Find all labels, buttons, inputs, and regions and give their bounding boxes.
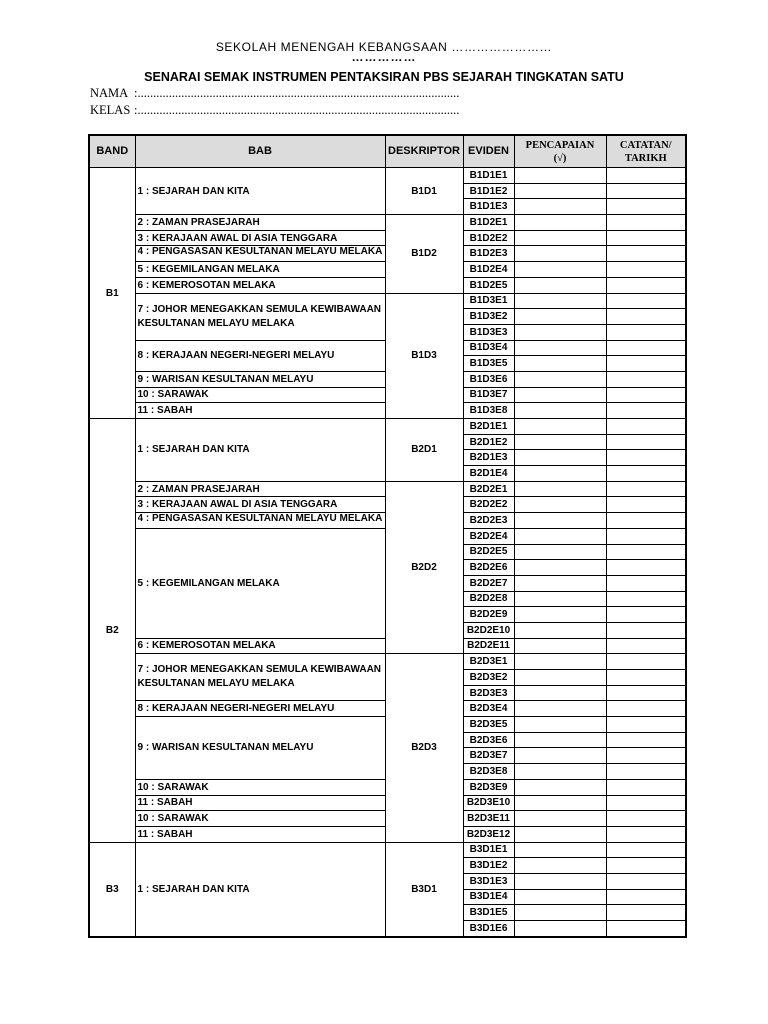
pencapaian-cell[interactable] (514, 889, 606, 905)
catatan-cell[interactable] (606, 764, 686, 780)
catatan-cell[interactable] (606, 921, 686, 937)
catatan-cell[interactable] (606, 199, 686, 215)
pencapaian-cell[interactable] (514, 340, 606, 356)
nama-field[interactable] (90, 86, 459, 101)
pencapaian-cell[interactable] (514, 434, 606, 450)
pencapaian-cell[interactable] (514, 779, 606, 795)
eviden-cell: B2D1E3 (463, 450, 514, 466)
pencapaian-cell[interactable] (514, 324, 606, 340)
eviden-cell: B2D3E4 (463, 701, 514, 717)
pencapaian-cell[interactable] (514, 811, 606, 827)
pencapaian-cell[interactable] (514, 293, 606, 309)
bab-clipped-text: 4 : PENGASASAN KESULTANAN MELAYU MELAKA (137, 512, 383, 524)
pencapaian-cell[interactable] (514, 230, 606, 246)
catatan-cell[interactable] (606, 826, 686, 842)
col-band: BAND (89, 135, 135, 168)
catatan-cell[interactable] (606, 795, 686, 811)
catatan-cell[interactable] (606, 622, 686, 638)
deskriptor-cell: B1D1 (385, 168, 463, 215)
catatan-cell[interactable] (606, 513, 686, 529)
catatan-cell[interactable] (606, 575, 686, 591)
pencapaian-cell[interactable] (514, 403, 606, 419)
catatan-cell[interactable] (606, 340, 686, 356)
catatan-cell[interactable] (606, 293, 686, 309)
bab-cell: 9 : WARISAN KESULTANAN MELAYU (135, 371, 385, 387)
table-row (89, 215, 686, 231)
catatan-cell[interactable] (606, 277, 686, 293)
pencapaian-cell[interactable] (514, 387, 606, 403)
catatan-cell[interactable] (606, 183, 686, 199)
eviden-cell: B2D1E4 (463, 466, 514, 482)
catatan-cell[interactable] (606, 685, 686, 701)
catatan-cell[interactable] (606, 858, 686, 874)
eviden-cell: B1D1E1 (463, 168, 514, 184)
table-row (89, 842, 686, 858)
checklist-table (88, 134, 687, 938)
nama-value[interactable]: :....................................................................................................... (134, 86, 460, 100)
catatan-cell[interactable] (606, 591, 686, 607)
pencapaian-cell[interactable] (514, 371, 606, 387)
eviden-cell: B2D3E9 (463, 779, 514, 795)
eviden-cell: B1D3E4 (463, 340, 514, 356)
eviden-cell: B1D1E3 (463, 199, 514, 215)
col-catatan (606, 135, 686, 168)
eviden-cell: B1D2E1 (463, 215, 514, 231)
catatan-cell[interactable] (606, 387, 686, 403)
catatan-cell[interactable] (606, 309, 686, 325)
deskriptor-cell: B2D2 (385, 481, 463, 654)
bab-cell: 7 : JOHOR MENEGAKKAN SEMULA KEWIBAWAAN KESULTANAN MELAYU MELAKA (135, 654, 385, 701)
pencapaian-cell[interactable] (514, 450, 606, 466)
catatan-cell[interactable] (606, 654, 686, 670)
pencapaian-cell[interactable] (514, 701, 606, 717)
deskriptor-cell: B2D3 (385, 654, 463, 842)
pencapaian-cell[interactable] (514, 607, 606, 623)
catatan-cell[interactable] (606, 732, 686, 748)
bab-cell: 5 : KEGEMILANGAN MELAKA (135, 262, 385, 278)
eviden-cell: B3D1E2 (463, 858, 514, 874)
bab-cell: 8 : KERAJAAN NEGERI-NEGERI MELAYU (135, 701, 385, 717)
eviden-cell: B1D3E5 (463, 356, 514, 372)
pencapaian-cell[interactable] (514, 513, 606, 529)
bab-cell: 8 : KERAJAAN NEGERI-NEGERI MELAYU (135, 340, 385, 371)
eviden-cell: B1D3E8 (463, 403, 514, 419)
pencapaian-cell[interactable] (514, 732, 606, 748)
bab-cell: 2 : ZAMAN PRASEJARAH (135, 215, 385, 231)
pencapaian-cell[interactable] (514, 921, 606, 937)
pencapaian-cell[interactable] (514, 685, 606, 701)
bab-cell: 1 : SEJARAH DAN KITA (135, 419, 385, 482)
eviden-cell: B3D1E5 (463, 905, 514, 921)
eviden-cell: B2D3E6 (463, 732, 514, 748)
catatan-cell[interactable] (606, 717, 686, 733)
eviden-cell: B3D1E4 (463, 889, 514, 905)
eviden-cell: B2D2E8 (463, 591, 514, 607)
band-cell: B3 (89, 842, 135, 937)
bab-cell: 3 : KERAJAAN AWAL DI ASIA TENGGARA (135, 230, 385, 246)
catatan-cell[interactable] (606, 168, 686, 184)
pencapaian-cell[interactable] (514, 309, 606, 325)
eviden-cell: B3D1E3 (463, 873, 514, 889)
eviden-cell: B1D2E2 (463, 230, 514, 246)
deskriptor-cell: B2D1 (385, 419, 463, 482)
pencapaian-cell[interactable] (514, 168, 606, 184)
bab-cell: 2 : ZAMAN PRASEJARAH (135, 481, 385, 497)
deskriptor-cell: B1D2 (385, 215, 463, 293)
bab-cell: 9 : WARISAN KESULTANAN MELAYU (135, 717, 385, 780)
catatan-cell[interactable] (606, 419, 686, 435)
eviden-cell: B2D3E7 (463, 748, 514, 764)
bab-cell: 1 : SEJARAH DAN KITA (135, 842, 385, 937)
eviden-cell: B2D3E3 (463, 685, 514, 701)
eviden-cell: B2D1E2 (463, 434, 514, 450)
col-pencapaian-label: PENCAPAIAN (525, 139, 595, 151)
pencapaian-cell[interactable] (514, 183, 606, 199)
pencapaian-cell[interactable] (514, 795, 606, 811)
eviden-cell: B1D3E6 (463, 371, 514, 387)
pencapaian-cell[interactable] (514, 199, 606, 215)
eviden-cell: B2D2E10 (463, 622, 514, 638)
kelas-value[interactable]: :....................................................................................................... (134, 103, 460, 117)
pencapaian-cell[interactable] (514, 858, 606, 874)
catatan-cell[interactable] (606, 371, 686, 387)
eviden-cell: B2D3E11 (463, 811, 514, 827)
band-cell: B2 (89, 419, 135, 843)
bab-cell: 3 : KERAJAAN AWAL DI ASIA TENGGARA (135, 497, 385, 513)
eviden-cell: B2D3E10 (463, 795, 514, 811)
school-name-line: SEKOLAH MENENGAH KEBANGSAAN …………………… (215, 40, 553, 54)
col-bab: BAB (135, 135, 385, 168)
pencapaian-cell[interactable] (514, 842, 606, 858)
eviden-cell: B1D3E1 (463, 293, 514, 309)
pencapaian-cell[interactable] (514, 466, 606, 482)
bab-cell: 5 : KEGEMILANGAN MELAKA (135, 528, 385, 638)
school-name-line-cont: …………… (351, 50, 417, 64)
catatan-cell[interactable] (606, 889, 686, 905)
pencapaian-cell[interactable] (514, 215, 606, 231)
pencapaian-cell[interactable] (514, 654, 606, 670)
bab-cell: 1 : SEJARAH DAN KITA (135, 168, 385, 215)
eviden-cell: B2D1E1 (463, 419, 514, 435)
kelas-label: KELAS (90, 103, 131, 117)
table-row (89, 293, 686, 309)
catatan-cell[interactable] (606, 497, 686, 513)
catatan-cell[interactable] (606, 450, 686, 466)
catatan-cell[interactable] (606, 215, 686, 231)
pencapaian-cell[interactable] (514, 670, 606, 686)
eviden-cell: B2D2E9 (463, 607, 514, 623)
eviden-cell: B1D2E3 (463, 246, 514, 262)
catatan-cell[interactable] (606, 481, 686, 497)
pencapaian-cell[interactable] (514, 748, 606, 764)
col-pencapaian (514, 135, 606, 168)
table-row (89, 419, 686, 435)
eviden-cell: B3D1E1 (463, 842, 514, 858)
eviden-cell: B2D2E4 (463, 528, 514, 544)
bab-cell: 7 : JOHOR MENEGAKKAN SEMULA KEWIBAWAAN KESULTANAN MELAYU MELAKA (135, 293, 385, 340)
catatan-cell[interactable] (606, 403, 686, 419)
pencapaian-cell[interactable] (514, 764, 606, 780)
eviden-cell: B1D3E7 (463, 387, 514, 403)
pencapaian-cell[interactable] (514, 544, 606, 560)
pencapaian-cell[interactable] (514, 481, 606, 497)
pencapaian-cell[interactable] (514, 356, 606, 372)
bab-cell: 10 : SARAWAK (135, 811, 385, 827)
catatan-cell[interactable] (606, 434, 686, 450)
eviden-cell: B2D3E1 (463, 654, 514, 670)
eviden-cell: B1D1E2 (463, 183, 514, 199)
bab-cell: 6 : KEMEROSOTAN MELAKA (135, 638, 385, 654)
bab-cell: 11 : SABAH (135, 795, 385, 811)
band-cell: B1 (89, 168, 135, 419)
eviden-cell: B2D2E3 (463, 513, 514, 529)
bab-clipped-text: 4 : PENGASASAN KESULTANAN MELAYU MELAKA (137, 246, 383, 258)
eviden-cell: B1D3E2 (463, 309, 514, 325)
pencapaian-cell[interactable] (514, 622, 606, 638)
table-row (89, 654, 686, 670)
table-header-row (89, 135, 686, 168)
catatan-cell[interactable] (606, 528, 686, 544)
eviden-cell: B2D2E2 (463, 497, 514, 513)
bab-cell (135, 246, 385, 262)
pencapaian-cell[interactable] (514, 246, 606, 262)
eviden-cell: B2D3E8 (463, 764, 514, 780)
catatan-cell[interactable] (606, 356, 686, 372)
eviden-cell: B2D2E5 (463, 544, 514, 560)
catatan-cell[interactable] (606, 873, 686, 889)
table-row (89, 168, 686, 184)
pencapaian-cell[interactable] (514, 638, 606, 654)
pencapaian-cell[interactable] (514, 591, 606, 607)
eviden-cell: B1D2E5 (463, 277, 514, 293)
col-eviden: EVIDEN (463, 135, 514, 168)
catatan-cell[interactable] (606, 324, 686, 340)
pencapaian-cell[interactable] (514, 560, 606, 576)
catatan-cell[interactable] (606, 748, 686, 764)
bab-cell (135, 513, 385, 529)
col-pencapaian-mark: (√) (553, 152, 567, 164)
eviden-cell: B2D2E7 (463, 575, 514, 591)
pencapaian-cell[interactable] (514, 826, 606, 842)
pencapaian-cell[interactable] (514, 575, 606, 591)
deskriptor-cell: B1D3 (385, 293, 463, 419)
eviden-cell: B2D2E6 (463, 560, 514, 576)
page-title: SENARAI SEMAK INSTRUMEN PENTAKSIRAN PBS SEJARAH TINGKATAN SATU (144, 70, 624, 84)
catatan-cell[interactable] (606, 560, 686, 576)
eviden-cell: B1D3E3 (463, 324, 514, 340)
catatan-cell[interactable] (606, 779, 686, 795)
pencapaian-cell[interactable] (514, 277, 606, 293)
eviden-cell: B3D1E6 (463, 921, 514, 937)
eviden-cell: B2D2E1 (463, 481, 514, 497)
nama-label: NAMA (90, 86, 129, 100)
deskriptor-cell: B3D1 (385, 842, 463, 937)
pencapaian-cell[interactable] (514, 717, 606, 733)
catatan-cell[interactable] (606, 701, 686, 717)
catatan-cell[interactable] (606, 811, 686, 827)
catatan-cell[interactable] (606, 905, 686, 921)
table-row (89, 481, 686, 497)
catatan-cell[interactable] (606, 230, 686, 246)
catatan-cell[interactable] (606, 607, 686, 623)
catatan-cell[interactable] (606, 638, 686, 654)
catatan-cell[interactable] (606, 262, 686, 278)
eviden-cell: B2D3E2 (463, 670, 514, 686)
catatan-cell[interactable] (606, 466, 686, 482)
eviden-cell: B1D2E4 (463, 262, 514, 278)
bab-cell: 11 : SABAH (135, 826, 385, 842)
pencapaian-cell[interactable] (514, 262, 606, 278)
catatan-cell[interactable] (606, 246, 686, 262)
col-deskriptor: DESKRIPTOR (385, 135, 463, 168)
bab-cell: 10 : SARAWAK (135, 779, 385, 795)
bab-cell: 10 : SARAWAK (135, 387, 385, 403)
eviden-cell: B2D3E12 (463, 826, 514, 842)
pencapaian-cell[interactable] (514, 497, 606, 513)
eviden-cell: B2D3E5 (463, 717, 514, 733)
catatan-cell[interactable] (606, 670, 686, 686)
eviden-cell: B2D2E11 (463, 638, 514, 654)
bab-cell: 11 : SABAH (135, 403, 385, 419)
pencapaian-cell[interactable] (514, 528, 606, 544)
pencapaian-cell[interactable] (514, 419, 606, 435)
col-catatan-label: CATATAN/ (619, 139, 672, 151)
kelas-field[interactable] (90, 103, 459, 118)
bab-cell: 6 : KEMEROSOTAN MELAKA (135, 277, 385, 293)
catatan-cell[interactable] (606, 544, 686, 560)
pencapaian-cell[interactable] (514, 905, 606, 921)
catatan-cell[interactable] (606, 842, 686, 858)
pencapaian-cell[interactable] (514, 873, 606, 889)
col-tarikh-label: TARIKH (624, 152, 667, 164)
